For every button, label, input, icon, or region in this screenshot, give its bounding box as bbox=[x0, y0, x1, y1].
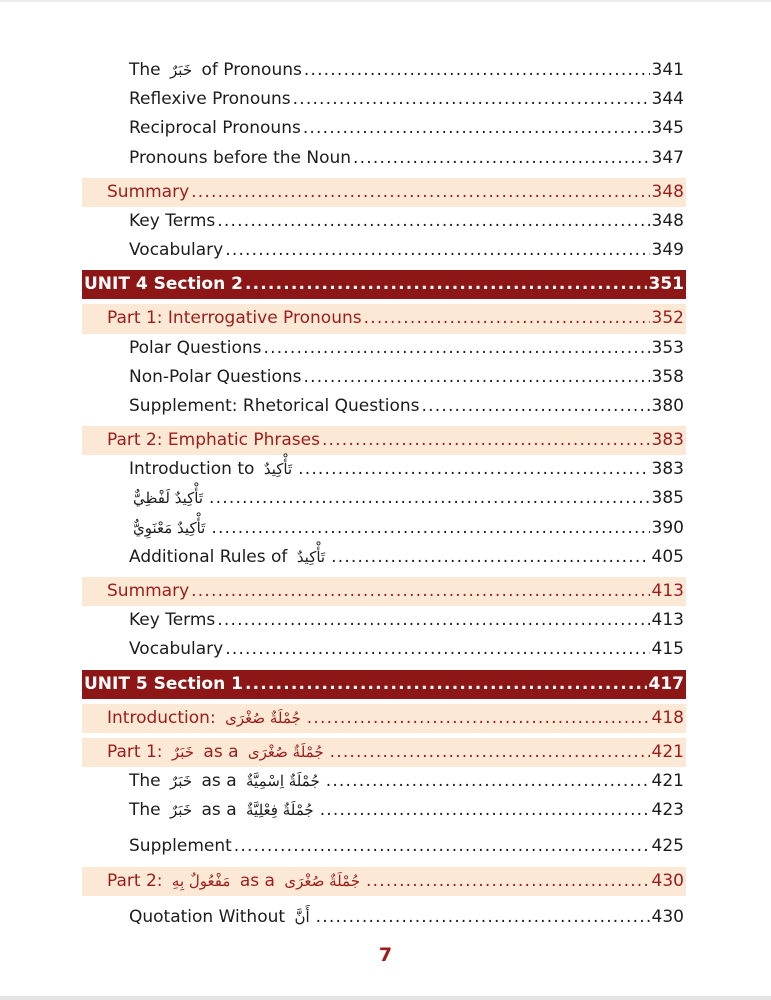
dot-leader bbox=[330, 738, 650, 767]
toc-entry-title bbox=[129, 606, 215, 635]
toc-part-entry[interactable] bbox=[82, 704, 686, 733]
toc-entry[interactable] bbox=[82, 207, 686, 236]
dot-leader bbox=[316, 903, 650, 932]
arabic-term: جُمْلَةٌ صُغْرَى bbox=[247, 742, 324, 761]
title-text: UNIT 5 Section 1 bbox=[84, 673, 243, 694]
dot-leader bbox=[366, 867, 650, 896]
toc-entry[interactable] bbox=[82, 767, 686, 796]
dot-leader bbox=[191, 577, 649, 606]
arabic-term: أَنَّ bbox=[294, 907, 310, 926]
toc-entry[interactable] bbox=[82, 484, 686, 513]
toc-page-number: 345 bbox=[651, 118, 684, 139]
toc-page-number: 349 bbox=[651, 240, 684, 261]
toc-entry-title bbox=[107, 426, 320, 455]
toc-page-number: 380 bbox=[651, 395, 684, 416]
title-text: The bbox=[129, 60, 167, 80]
toc-page-number: 353 bbox=[651, 337, 684, 358]
title-text: Summary bbox=[107, 581, 190, 601]
toc-unit-heading[interactable] bbox=[82, 670, 686, 699]
title-text: as a bbox=[198, 741, 244, 762]
toc-part-entry[interactable] bbox=[82, 426, 686, 455]
toc-entry-title bbox=[129, 85, 291, 114]
toc-entry[interactable] bbox=[82, 56, 686, 85]
toc-entry[interactable] bbox=[82, 903, 686, 932]
title-text: as a bbox=[196, 800, 243, 821]
arabic-term: خَبَرٌ bbox=[170, 801, 193, 820]
title-text: of Pronouns bbox=[196, 60, 302, 80]
title-text: as a bbox=[234, 870, 281, 891]
title-text: Part 1: bbox=[107, 741, 168, 762]
page-number: 7 bbox=[378, 944, 393, 966]
arabic-term: جُمْلَةٌ صُغْرَى bbox=[225, 708, 301, 727]
toc-page-number: 415 bbox=[651, 639, 684, 660]
arabic-term: تَأْكِيدٌ bbox=[296, 547, 326, 566]
dot-leader bbox=[353, 144, 650, 173]
toc-page-number: 425 bbox=[651, 836, 684, 857]
dot-leader bbox=[331, 543, 649, 572]
toc-entry-title bbox=[129, 144, 351, 173]
dot-leader bbox=[322, 426, 650, 455]
dot-leader bbox=[303, 114, 650, 143]
title-text: Additional Rules of bbox=[129, 546, 293, 567]
toc-part-entry[interactable] bbox=[82, 178, 686, 207]
toc-page-number: 413 bbox=[651, 581, 684, 601]
dot-leader bbox=[422, 392, 650, 421]
title-text: Reciprocal Pronouns bbox=[129, 118, 301, 139]
title-text: Part 2: bbox=[107, 870, 168, 891]
toc-entry-title bbox=[129, 767, 324, 796]
toc-entry[interactable] bbox=[82, 334, 686, 363]
title-text: Summary bbox=[107, 181, 190, 202]
title-text: Polar Questions bbox=[129, 337, 262, 358]
dot-leader bbox=[298, 455, 649, 484]
toc-page-number: 383 bbox=[651, 459, 684, 480]
toc-page-number: 358 bbox=[651, 366, 684, 387]
toc-part-entry[interactable] bbox=[82, 304, 686, 333]
toc-entry-title bbox=[84, 270, 243, 299]
arabic-term: خَبَرٌ bbox=[170, 61, 193, 79]
title-text: Introduction: bbox=[107, 707, 222, 728]
toc-page-number: 390 bbox=[651, 517, 684, 538]
toc-entry-title bbox=[107, 178, 189, 207]
toc-unit-heading[interactable] bbox=[82, 270, 686, 299]
arabic-term: تَأْكِيدٌ bbox=[263, 460, 293, 479]
dot-leader bbox=[191, 178, 649, 207]
dot-leader bbox=[263, 334, 649, 363]
toc-entry-title bbox=[129, 207, 215, 236]
toc-page-number: 348 bbox=[651, 181, 684, 202]
toc-entry-title bbox=[107, 867, 364, 896]
toc-entry-title bbox=[129, 56, 302, 85]
dot-leader bbox=[217, 207, 649, 236]
toc-entry-title bbox=[129, 363, 302, 392]
toc-entry[interactable] bbox=[82, 392, 686, 421]
toc-entry[interactable] bbox=[82, 543, 686, 572]
toc-page-number: 421 bbox=[651, 770, 684, 791]
toc-entry[interactable] bbox=[82, 85, 686, 114]
toc-entry-title bbox=[129, 903, 314, 932]
arabic-term: جُمْلَةٌ صُغْرَى bbox=[284, 871, 361, 890]
dot-leader bbox=[293, 85, 650, 114]
toc-entry[interactable] bbox=[82, 114, 686, 143]
toc-entry-title bbox=[129, 543, 329, 572]
title-text: Key Terms bbox=[129, 610, 216, 631]
title-text: Pronouns before the Noun bbox=[129, 147, 352, 168]
toc-page-number: 347 bbox=[651, 147, 684, 168]
toc-entry-title bbox=[129, 455, 296, 484]
bottom-edge bbox=[0, 996, 771, 1000]
dot-leader bbox=[209, 484, 650, 513]
dot-leader bbox=[217, 606, 649, 635]
title-text: Supplement: Rhetorical Questions bbox=[129, 395, 420, 416]
toc-entry-title bbox=[129, 236, 223, 265]
toc-entry[interactable] bbox=[82, 236, 686, 265]
title-text: The bbox=[129, 800, 167, 821]
title-text: Vocabulary bbox=[129, 240, 224, 261]
top-edge bbox=[0, 0, 771, 2]
toc-entry[interactable] bbox=[82, 796, 686, 825]
dot-leader bbox=[364, 304, 650, 333]
toc-page-number: 418 bbox=[651, 707, 684, 728]
toc-page-number: 421 bbox=[651, 741, 684, 762]
title-text: Non-Polar Questions bbox=[129, 366, 302, 387]
dot-leader bbox=[320, 796, 650, 825]
dot-leader bbox=[234, 832, 650, 861]
toc-entry[interactable] bbox=[82, 832, 686, 861]
arabic-term: خَبَرٌ bbox=[171, 742, 194, 761]
title-text: Introduction to bbox=[129, 459, 260, 480]
toc-entry-title bbox=[107, 738, 328, 767]
toc-entry-title bbox=[129, 392, 420, 421]
toc-entry[interactable] bbox=[82, 455, 686, 484]
toc-page-number: 351 bbox=[648, 274, 684, 295]
title-text: Reflexive Pronouns bbox=[129, 89, 291, 110]
toc-entry[interactable] bbox=[82, 514, 686, 543]
arabic-term: تَأْكِيدٌ مَعْنَوِيٌّ bbox=[133, 518, 206, 537]
dot-leader bbox=[307, 704, 650, 733]
toc-part-entry[interactable] bbox=[82, 577, 686, 606]
toc-page-number: 417 bbox=[648, 673, 684, 694]
toc-entry[interactable] bbox=[82, 363, 686, 392]
title-text: Part 2: Emphatic Phrases bbox=[107, 430, 320, 451]
toc-part-entry[interactable] bbox=[82, 738, 686, 767]
toc-entry-title bbox=[129, 514, 209, 543]
toc-page-number: 344 bbox=[651, 89, 684, 110]
toc-page-number: 352 bbox=[651, 308, 684, 329]
arabic-term: مَفْعُولٌ بِهِ bbox=[171, 871, 231, 890]
toc-entry-title bbox=[107, 577, 189, 606]
title-text: Quotation Without bbox=[129, 906, 291, 927]
table-of-contents bbox=[82, 56, 686, 932]
title-text: The bbox=[129, 770, 167, 791]
dot-leader bbox=[245, 270, 647, 299]
title-text: Vocabulary bbox=[129, 639, 224, 660]
toc-page-number: 348 bbox=[651, 210, 684, 231]
toc-entry-title bbox=[129, 334, 261, 363]
title-text: UNIT 4 Section 2 bbox=[84, 274, 243, 295]
arabic-term: تَأْكِيدٌ لَفْظِيٌّ bbox=[133, 489, 204, 508]
toc-entry[interactable] bbox=[82, 635, 686, 664]
toc-page-number: 385 bbox=[651, 488, 684, 509]
dot-leader bbox=[211, 514, 649, 543]
dot-leader bbox=[304, 363, 650, 392]
arabic-term: جُمْلَةٌ اِسْمِيَّةٌ bbox=[246, 771, 320, 790]
toc-page-number: 383 bbox=[651, 430, 684, 451]
title-text: Part 1: Interrogative Pronouns bbox=[107, 308, 362, 329]
title-text: as a bbox=[196, 770, 243, 791]
toc-page-number: 430 bbox=[651, 870, 684, 891]
toc-page-number: 405 bbox=[651, 546, 684, 567]
dot-leader bbox=[326, 767, 650, 796]
toc-part-entry[interactable] bbox=[82, 867, 686, 896]
dot-leader bbox=[225, 236, 649, 265]
toc-entry[interactable] bbox=[82, 606, 686, 635]
dot-leader bbox=[225, 635, 649, 664]
arabic-term: خَبَرٌ bbox=[170, 771, 193, 790]
toc-page-number: 341 bbox=[651, 60, 684, 80]
dot-leader bbox=[245, 670, 647, 699]
toc-entry-title bbox=[129, 796, 318, 825]
toc-entry-title bbox=[129, 832, 232, 861]
toc-entry-title bbox=[84, 670, 243, 699]
toc-page-number: 430 bbox=[651, 906, 684, 927]
title-text: Key Terms bbox=[129, 210, 216, 231]
toc-entry-title bbox=[107, 704, 305, 733]
toc-page-number: 413 bbox=[651, 610, 684, 631]
toc-entry[interactable] bbox=[82, 144, 686, 173]
toc-entry-title bbox=[129, 114, 301, 143]
toc-entry-title bbox=[129, 484, 207, 513]
arabic-term: جُمْلَةٌ فِعْلِيَّةٌ bbox=[246, 801, 314, 820]
title-text: Supplement bbox=[129, 836, 232, 857]
toc-entry-title bbox=[129, 635, 223, 664]
dot-leader bbox=[304, 56, 650, 85]
toc-page-number: 423 bbox=[651, 800, 684, 821]
toc-entry-title bbox=[107, 304, 362, 333]
